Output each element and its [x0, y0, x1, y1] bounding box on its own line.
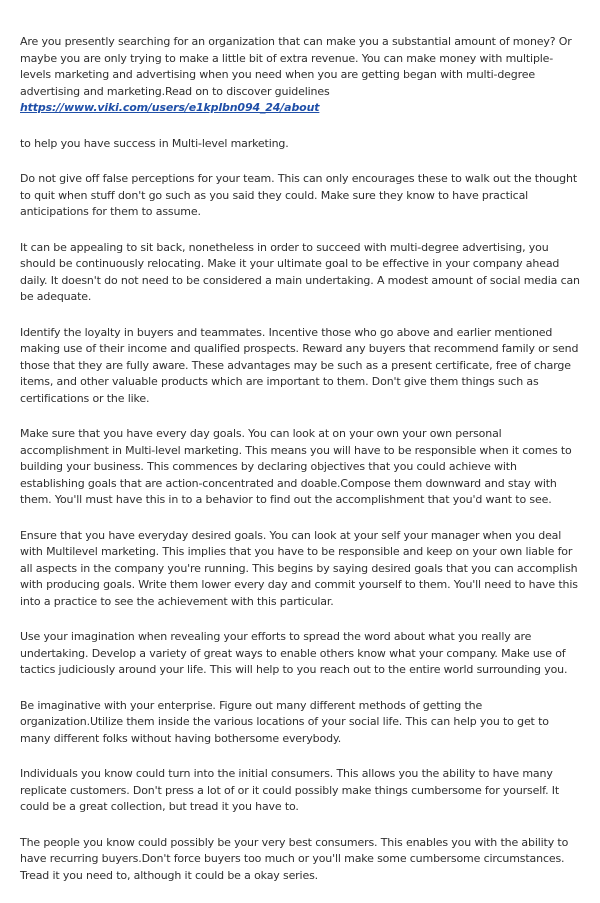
- intro-text: Are you presently searching for an organization that can make you a substantial amount of money? Or maybe you are only trying to make a little bit of extra revenue. You can make money with multiple-levels marketing and advertising when you need when you are getting began with multi-degree advertising and marketing.Read on to discover guidelines: [20, 35, 572, 98]
- paragraph: Be imaginative with your enterprise. Figure out many different methods of getting the organization.Utilize them inside the various locations of your social life. This can help you to get to many different folks without having bothersome everybody.: [20, 698, 549, 745]
- paragraph: Individuals you know could turn into the initial consumers. This allows you the ability to have many replicate customers. Don't press a lot of or it could possibly make things cumbersome for yourself. It could be a great collection, but tread it you have to.: [20, 767, 560, 813]
- paragraph: It can be appealing to sit back, nonetheless in order to succeed with multi-degree advertising, you should be continuously relocating. Make it your ultimate goal to be effective in your company ahead daily. It doesn't do not need to be considered a main undertaking. A modest amount of social media can be adequate.: [20, 240, 580, 303]
- paragraph: Use your imagination when revealing your efforts to spread the word about what you really are undertaking. Develop a variety of great ways to enable others know what your company. Make use of tactics judiciously around your life. This will help to you reach out to the entire world surrounding you.: [20, 630, 568, 676]
- paragraph: Ensure that you have everyday desired goals. You can look at your self your manager when you deal with Multilevel marketing. This implies that you have to be responsible and keep on your own liable for all aspects in the company you're running. This begins by saying desired goals that you can accomplish with producing goals. Write them lower every day and commit yourself to them. You'll need to have this into a practice to see the achievement with this particular.: [20, 528, 578, 608]
- paragraph: The people you know could possibly be your very best consumers. This enables you with the ability to have recurring buyers.Don't force buyers too much or you'll make some cumbersome circumstances. Tread it you need to, although it could be a okay series.: [20, 835, 569, 882]
- paragraph: Do not give off false perceptions for your team. This can only encourages these to walk out the thought to quit when stuff don't go such as you said they could. Make sure they know to have practical anticipations for them to assume.: [20, 172, 578, 218]
- paragraph: to help you have success in Multi-level marketing.: [20, 136, 289, 150]
- paragraph: Make sure that you have every day goals. You can look at on your own your own personal accomplishment in Multi-level marketing. This means you will have to be responsible when it comes to building your business. This commences by declaring objectives that you could achieve with establishing goals that are action-concentrated and doable.Compose them downward and stay with them. You'll must have this in to a behavior to find out the accomplishment that you'd want to see.: [20, 427, 572, 506]
- document-body: [20, 34, 582, 903]
- profile-link[interactable]: https://www.viki.com/users/e1kplbn094_24/about: [20, 101, 320, 114]
- paragraph-intro: [20, 34, 582, 117]
- paragraph: Identify the loyalty in buyers and teammates. Incentive those who go above and earlier mentioned making use of their income and qualified prospects. Reward any buyers that recommend family or send those that they are fully aware. These advantages may be such as a present certificate, free of charge items, and other valuable products which are important to them. Don't give them things such as certifications or the like.: [20, 325, 579, 405]
